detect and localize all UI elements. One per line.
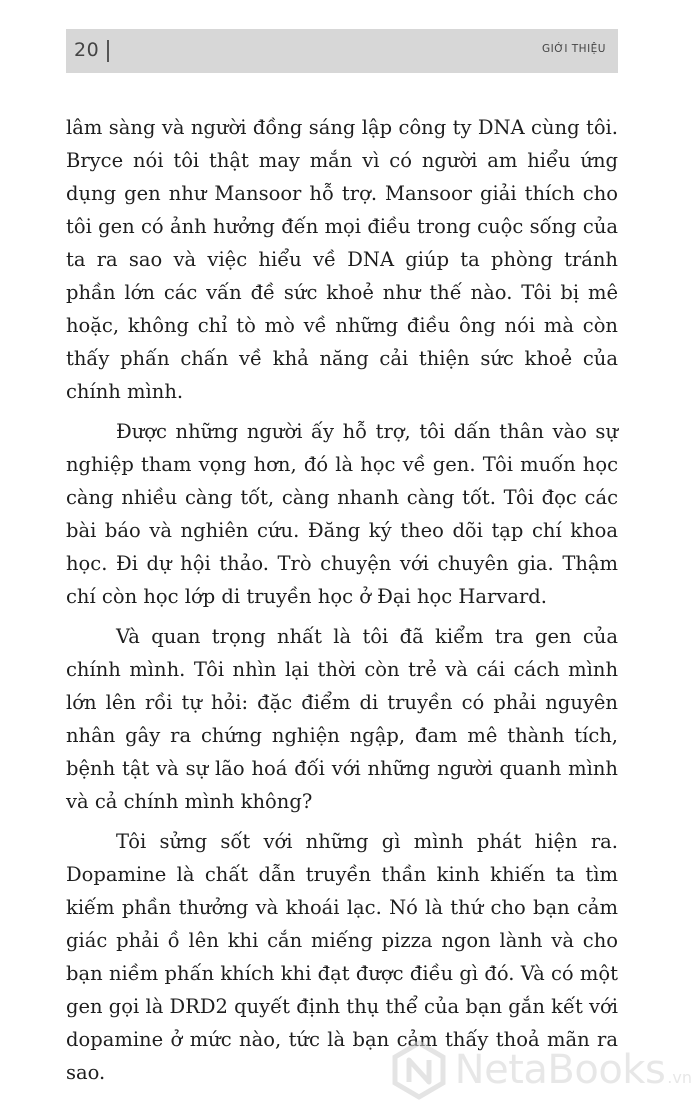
watermark-suffix: .vn xyxy=(667,1067,692,1087)
watermark-brand: NetaBooks xyxy=(454,1047,666,1093)
paragraph: Và quan trọng nhất là tôi đã kiểm tra gen của chính mình. Tôi nhìn lại thời còn trẻ và cái cách mình lớn lên rồi tự hỏi: đặc điểm di truyền có phải nguyên nhân gây ra chứng nghiện ngập, đam mê thành tích, bệnh tật và sự lão hoá đối với những người quanh mình và cả chính mình không? xyxy=(66,625,618,813)
running-header xyxy=(66,29,618,73)
watermark xyxy=(389,1040,692,1100)
paragraph-continuation: lâm sàng và người đồng sáng lập công ty DNA cùng tôi. Bryce nói tôi thật may mắn vì có người am hiểu ứng dụng gen như Mansoor hỗ trợ. Mansoor giải thích cho tôi gen có ảnh hưởng đến mọi điều trong cuộc sống của ta ra sao và việc hiểu về DNA giúp ta phòng tránh phần lớn các vấn đề sức khoẻ như thế nào. Tôi bị mê hoặc, không chỉ tò mò về những điều ông nói mà còn thấy phấn chấn về khả năng cải thiện sức khoẻ của chính mình. xyxy=(66,116,618,403)
section-title: GIỚI THIỆU xyxy=(542,43,606,55)
paragraph: Được những người ấy hỗ trợ, tôi dấn thân vào sự nghiệp tham vọng hơn, đó là học về gen. Tôi muốn học càng nhiều càng tốt, càng nhanh càng tốt. Tôi đọc các bài báo và nghiên cứu. Đăng ký theo dõi tạp chí khoa học. Đi dự hội thảo. Trò chuyện với chuyên gia. Thậm chí còn học lớp di truyền học ở Đại học Harvard. xyxy=(66,420,618,608)
paragraph: Tôi sửng sốt với những gì mình phát hiện ra. Dopamine là chất dẫn truyền thần kinh khiến ta tìm kiếm phần thưởng và khoái lạc. Nó là thứ cho bạn cảm giác phải ồ lên khi cắn miếng pizza ngon lành và cho bạn niềm phấn khích khi đạt được điều gì đó. Và có một gen gọi là DRD2 quyết định thụ thể của bạn gắn kết với dopamine ở mức nào, tức là bạn cảm thấy thoả mãn ra sao. xyxy=(66,830,618,1084)
body-text xyxy=(66,111,618,1089)
page-number: 20 xyxy=(74,39,100,61)
netabooks-logo-icon xyxy=(389,1040,449,1100)
header-divider xyxy=(107,40,109,62)
